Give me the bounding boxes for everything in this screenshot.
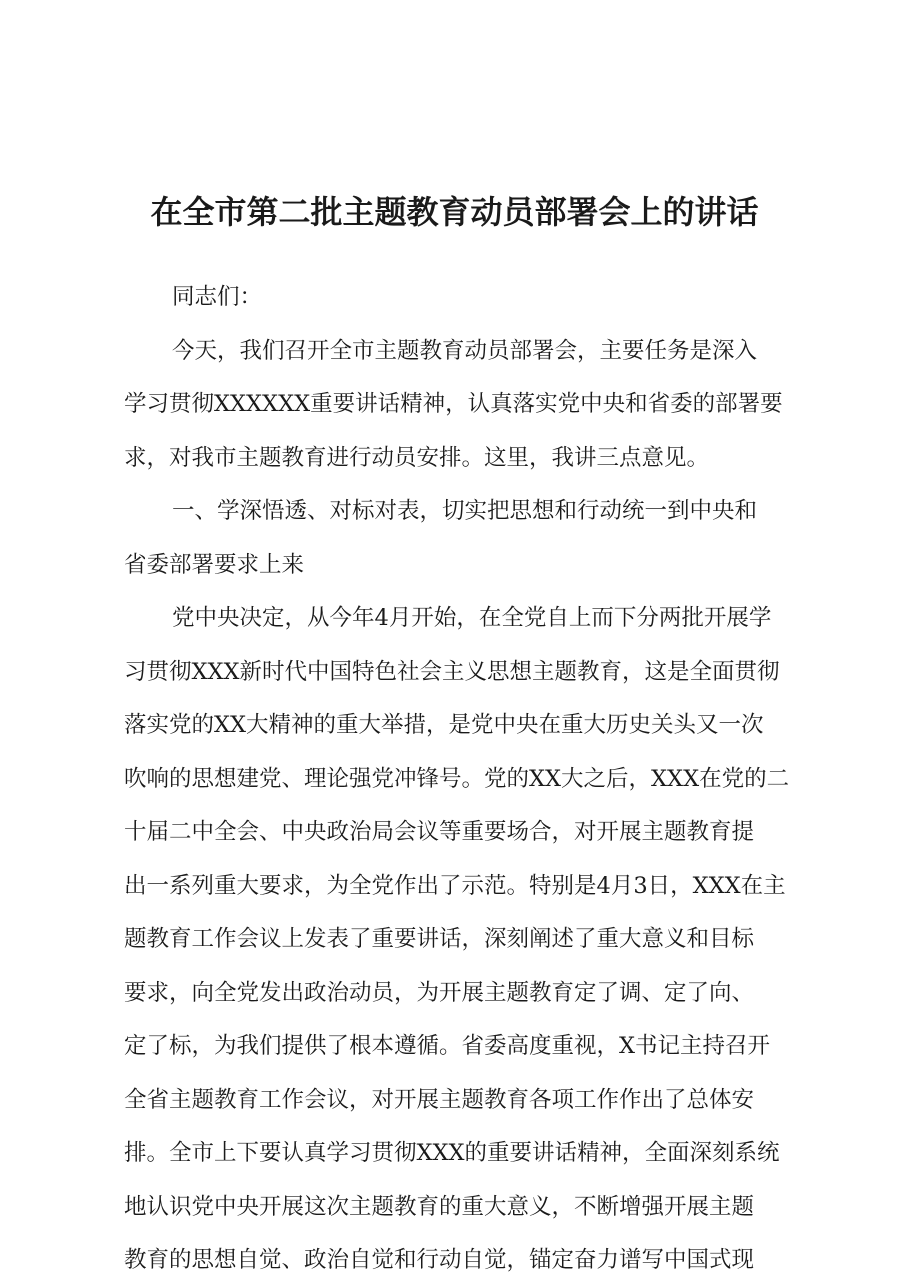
document-body — [124, 271, 809, 1288]
paragraph-line: 十届二中全会、中央政治局会议等重要场合，对开展主题教育提 — [124, 819, 755, 845]
paragraph-line: 党中央决定，从今年4月开始，在全党自上而下分两批开展学 — [172, 605, 772, 631]
paragraph-line: 教育的思想自觉、政治自觉和行动自觉，锚定奋力谱写中国式现 — [124, 1247, 755, 1273]
paragraph-line: 地认识党中央开展这次主题教育的重大意义，不断增强开展主题 — [124, 1193, 755, 1220]
paragraph-line: 全省主题教育工作会议，对开展主题教育各项工作作出了总体安 — [124, 1086, 755, 1113]
document-title: 在全市第二批主题教育动员部署会上的讲话 — [150, 193, 759, 231]
paragraph-line: 落实党的XX大精神的重大举措，是党中央在重大历史关头又一次 — [124, 712, 764, 738]
paragraph-line: 出一系列重大要求，为全党作出了示范。特别是4月3日，XXX在主 — [124, 872, 786, 899]
paragraph-line: 求，对我市主题教育进行动员安排。这里，我讲三点意见。 — [124, 444, 710, 471]
paragraph-line: 要求，向全党发出政治动员，为开展主题教育定了调、定了向、 — [124, 979, 755, 1006]
paragraph-line: 题教育工作会议上发表了重要讲话，深刻阐述了重大意义和目标 — [124, 926, 755, 952]
paragraph-line: 排。全市上下要认真学习贯彻XXX的重要讲话精神，全面深刻系统 — [124, 1140, 780, 1166]
section-heading-line: 一、学深悟透、对标对表，切实把思想和行动统一到中央和 — [172, 498, 758, 524]
salutation-line: 同志们： — [172, 284, 263, 310]
paragraph-line: 定了标，为我们提供了根本遵循。省委高度重视，X书记主持召开 — [124, 1033, 771, 1059]
paragraph-line: 习贯彻XXX新时代中国特色社会主义思想主题教育，这是全面贯彻 — [124, 658, 780, 685]
section-heading-line: 省委部署要求上来 — [124, 551, 305, 578]
paragraph-line: 学习贯彻XXXXXX重要讲话精神，认真落实党中央和省委的部署要 — [124, 391, 783, 417]
paragraph-line: 今天，我们召开全市主题教育动员部署会，主要任务是深入 — [172, 337, 758, 364]
paragraph-line: 吹响的思想建党、理论强党冲锋号。党的XX大之后，XXX在党的二 — [124, 765, 790, 792]
